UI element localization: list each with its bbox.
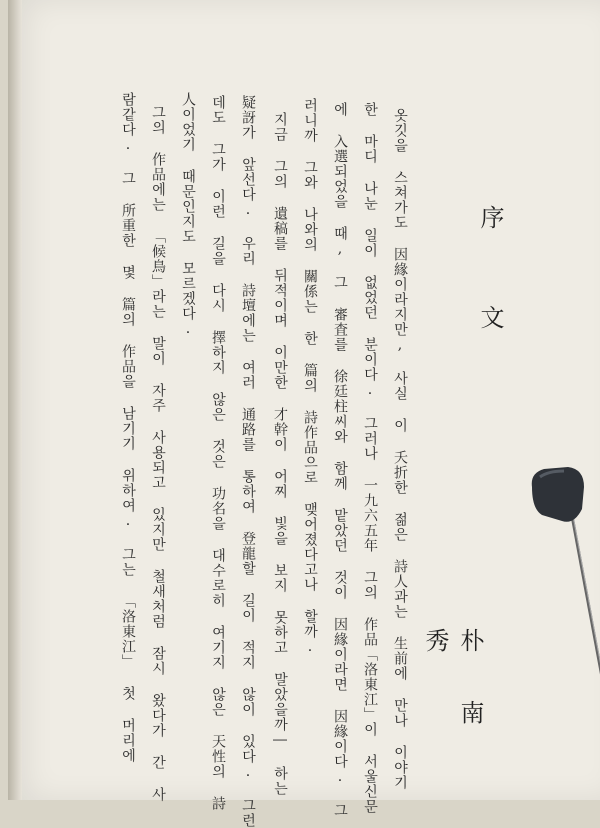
text-column-4: 러니까 그와 나와의 關係는 한 篇의 詩作品으로 맺어졌다고나 할까. bbox=[302, 98, 318, 656]
text-column-3: 에 入選되었을 때, 그 審査를 徐廷柱씨와 함께 맡았던 것이 因緣이라면 因緣이다. 그 bbox=[332, 102, 348, 818]
pen-cap bbox=[532, 467, 584, 522]
title-char-1: 序 bbox=[476, 205, 504, 229]
title-char-2: 文 bbox=[476, 305, 504, 329]
author-name: 朴 南 秀 bbox=[421, 628, 484, 734]
pen-pointer bbox=[528, 465, 600, 725]
page-gutter bbox=[8, 0, 22, 800]
book-page bbox=[8, 0, 600, 828]
text-column-9: 그의 作品에는 「候鳥」라는 말이 자주 사용되고 있지만 철새처럼 잠시 왔다가 간 사 bbox=[150, 105, 166, 802]
text-column-5: 지금 그의 遺稿를 뒤적이며 이만한 才幹이 어찌 빛을 보지 못하고 말았을까― 하는 bbox=[272, 112, 288, 796]
text-column-1: 옷깃을 스쳐가도 因緣이라지만, 사실 이 夭折한 젊은 詩人과는 生前에 만나 이야기 bbox=[392, 108, 408, 790]
text-column-2: 한 마디 나눈 일이 없었던 분이다. 그러나 一九六五年 그의 作品「洛東江」이 서울신문 bbox=[362, 102, 378, 814]
pen-shaft bbox=[570, 505, 600, 720]
text-column-8: 人이었기 때문인지도 모르겠다. bbox=[180, 92, 196, 338]
text-column-7: 데도 그가 이런 길을 다시 擇하지 않은 것은 功名을 대수로히 여기지 않은 天性의 詩 bbox=[210, 95, 226, 811]
text-column-6: 疑訝가 앞선다. 우리 詩壇에는 여러 通路를 통하여 登龍할 길이 적지 않이 있다. 그런 bbox=[240, 95, 256, 828]
text-column-10: 람같다. 그 所重한 몇 篇의 作品을 남기기 위하여. 그는 「洛東江」 첫 머리에 bbox=[120, 92, 136, 763]
